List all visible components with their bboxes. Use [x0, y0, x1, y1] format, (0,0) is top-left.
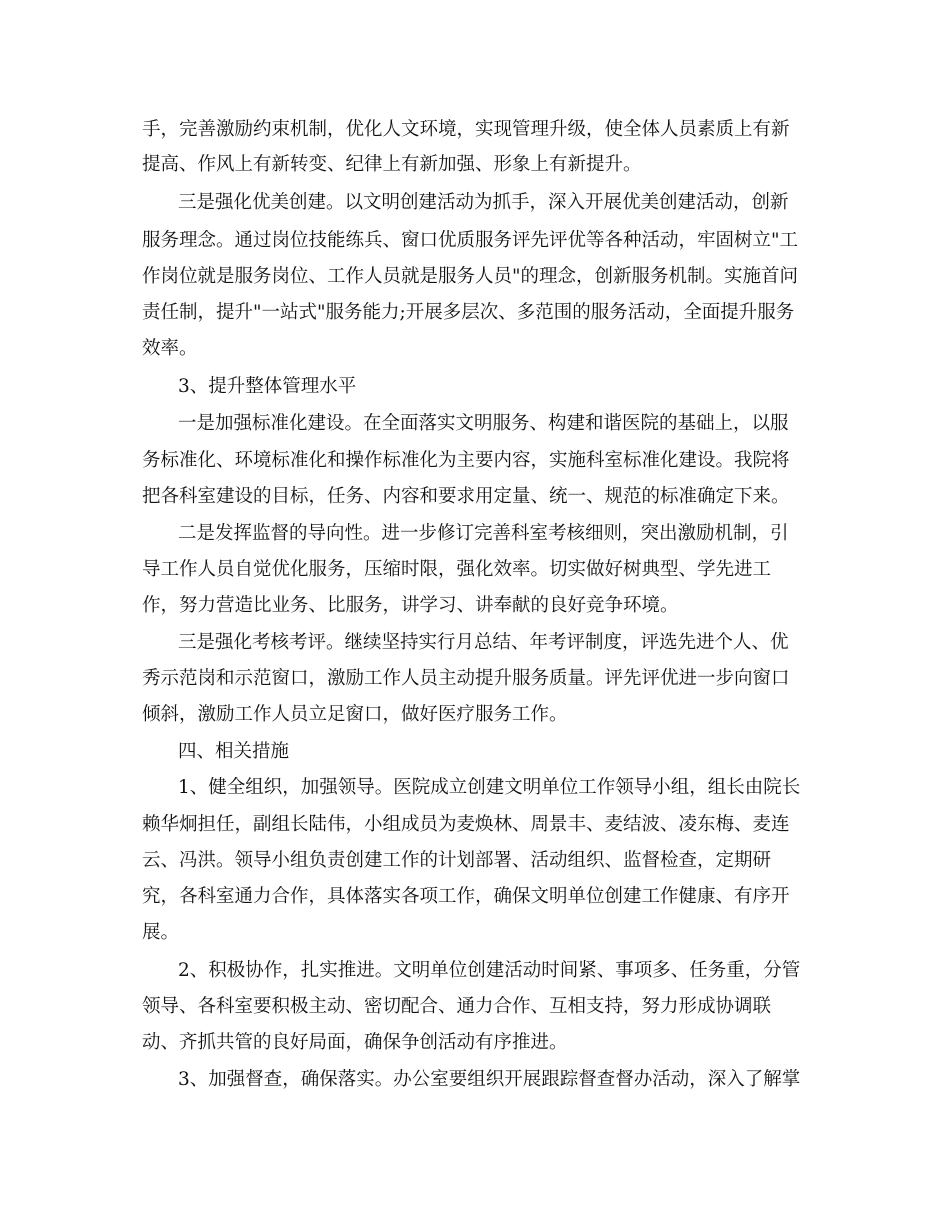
text-line: 作岗位就是服务岗位、工作人员就是服务人员"的理念，创新服务机制。实施首问	[142, 266, 799, 287]
text-line: 动、齐抓共管的良好局面，确保争创活动有序推进。	[142, 1032, 568, 1053]
text-line: 究，各科室通力合作，具体落实各项工作，确保文明单位创建工作健康、有序开	[142, 886, 790, 907]
text-line: 展。	[142, 922, 180, 943]
paragraph-start-line: 1、健全组织，加强领导。医院成立创建文明单位工作领导小组，组长由院长	[178, 777, 801, 798]
text-line: 提高、作风上有新转变、纪律上有新加强、形象上有新提升。	[142, 154, 642, 175]
text-line: 务标准化、环境标准化和操作标准化为主要内容，实施科室标准化建设。我院将	[142, 450, 790, 471]
paragraph-start-line: 3、加强督查，确保落实。办公室要组织开展跟踪督查督办活动，深入了解掌	[178, 1069, 801, 1090]
paragraph-start-line: 2、积极协作，扎实推进。文明单位创建活动时间紧、事项多、任务重，分管	[178, 960, 801, 981]
text-line: 效率。	[142, 338, 198, 359]
text-line: 把各科室建设的目标，任务、内容和要求用定量、统一、规范的标准确定下来。	[142, 486, 790, 507]
text-line: 秀示范岗和示范窗口，激励工作人员主动提升服务质量。评先评优进一步向窗口	[142, 668, 790, 689]
paragraph-start-line: 一是加强标准化建设。在全面落实文明服务、构建和谐医院的基础上，以服	[178, 413, 789, 434]
text-line: 倾斜，激励工作人员立足窗口，做好医疗服务工作。	[142, 704, 568, 725]
paragraph-start-line: 二是发挥监督的导向性。进一步修订完善科室考核细则，突出激励机制，引	[178, 523, 789, 544]
section-heading: 3、提升整体管理水平	[178, 376, 357, 397]
text-line: 作，努力营造比业务、比服务，讲学习、讲奉献的良好竞争环境。	[142, 595, 679, 616]
section-heading: 四、相关措施	[178, 741, 290, 762]
text-line: 导工作人员自觉优化服务，压缩时限，强化效率。切实做好树典型、学先进工	[142, 559, 772, 580]
text-line: 领导、各科室要积极主动、密切配合、通力合作、互相支持，努力形成协调联	[142, 996, 772, 1017]
text-line: 手，完善激励约束机制，优化人文环境，实现管理升级，使全体人员素质上有新	[142, 119, 790, 140]
paragraph-start-line: 三是强化优美创建。以文明创建活动为抓手，深入开展优美创建活动，创新	[178, 192, 789, 213]
text-line: 责任制，提升"一站式"服务能力;开展多层次、多范围的服务活动，全面提升服务	[142, 302, 795, 323]
text-line: 云、冯洪。领导小组负责创建工作的计划部署、活动组织、监督检查，定期研	[142, 850, 772, 871]
text-line: 服务理念。通过岗位技能练兵、窗口优质服务评先评优等各种活动，牢固树立"工	[142, 230, 799, 251]
text-line: 赖华炯担任，副组长陆伟，小组成员为麦焕林、周景丰、麦结波、凌东梅、麦连	[142, 814, 790, 835]
paragraph-start-line: 三是强化考核考评。继续坚持实行月总结、年考评制度，评选先进个人、优	[178, 632, 789, 653]
